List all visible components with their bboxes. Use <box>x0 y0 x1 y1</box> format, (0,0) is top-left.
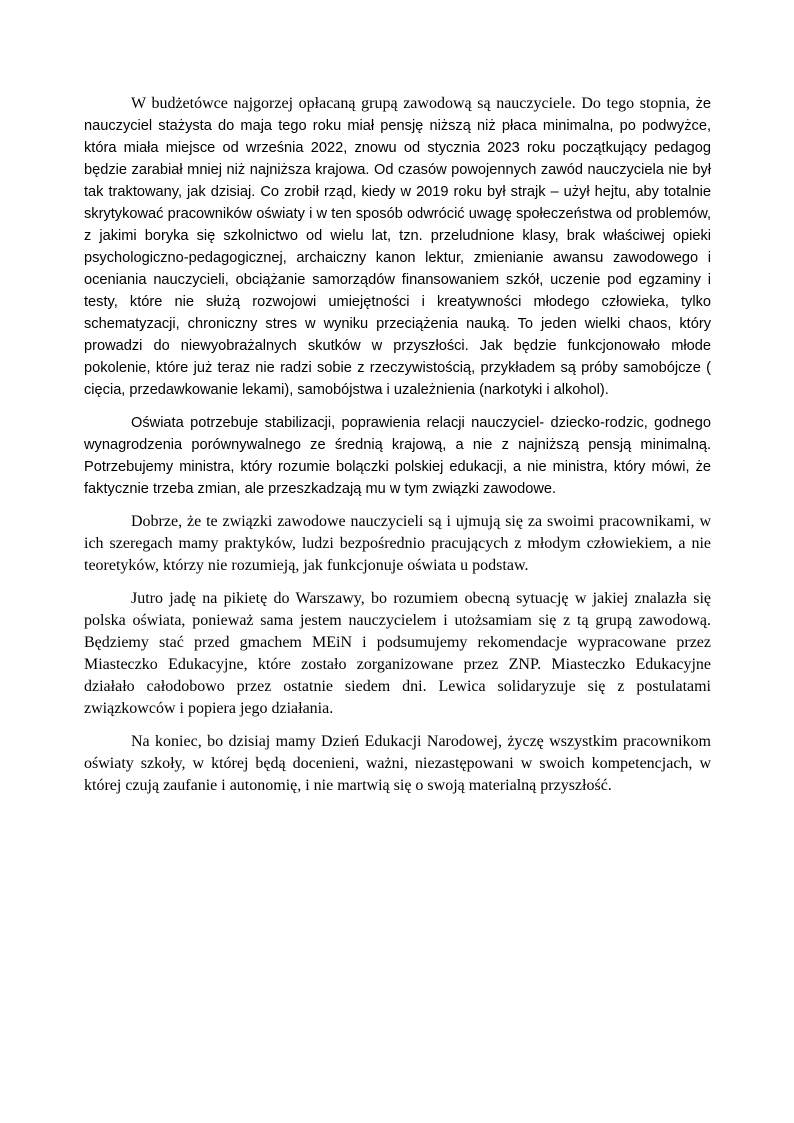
paragraph-2-text: Oświata potrzebuje stabilizacji, poprawienia relacji nauczyciel- dziecko-rodzic, godnego wynagrodzenia porównywalnego ze średnią krajową, a nie z najniższą pensją minimalną. Potrzebujemy ministra, który rozumie bolączki polskiej edukacji, a nie ministra, który mówi, że faktycznie trzeba zmian, ale przeszkadzają mu w tym związki zawodowe. <box>84 415 711 497</box>
paragraph-1-sans-segment: że nauczyciel stażysta do maja tego roku miał pensję niższą niż płaca minimalna, po podwyżce, która miała miejsce od września 2022, znowu od stycznia 2023 roku początkujący pedagog będzie zarabiał mniej niż najniższa krajowa. Od czasów powojennych zawód nauczyciela nie był tak traktowany, jak dzisiaj. Co zrobił rząd, kiedy w 2019 roku był strajk – użył hejtu, aby totalnie skrytykować pracowników oświaty i w ten sposób odwrócić uwagę społeczeństwa od problemów, z jakimi boryka się szkolnictwo od wielu lat, tzn. przeludnione klasy, brak właściwej opieki psychologiczno-pedagogicznej, archaiczny kanon lektur, zmienianie awansu zawodowego i oceniania nauczycieli, obciążanie samorządów finansowaniem szkół, uczenie pod egzaminy i testy, które nie służą rozwojowi umiejętności i kreatywności młodego człowieka, tylko schematyzacji, chroniczny stres w wyniku przeciążenia nauką. To jeden wielki chaos, który prowadzi do niewyobrażalnych skutków w przyszłości. Jak będzie funkcjonowało młode pokolenie, które już teraz nie radzi sobie z rzeczywistością, przykładem są próby samobójcze ( cięcia, przedawkowanie lekami), samobójstwa i uzależnienia (narkotyki i alkohol). <box>84 96 711 398</box>
paragraph-4-text: Jutro jadę na pikietę do Warszawy, bo rozumiem obecną sytuację w jakiej znalazła się polska oświata, ponieważ sama jestem nauczycielem i utożsamiam się z tą grupą zawodową. Będziemy stać przed gmachem MEiN i podsumujemy rekomendacje wypracowane przez Miasteczko Edukacyjne, które zostało zorganizowane przez ZNP. Miasteczko Edukacyjne działało całodobowo przez ostatnie siedem dni. Lewica solidaryzuje się z postulatami związkowców i popiera jego działania. <box>84 590 711 717</box>
paragraph-2 <box>84 412 711 500</box>
paragraph-5 <box>84 731 711 797</box>
paragraph-3 <box>84 511 711 577</box>
paragraph-4 <box>84 588 711 720</box>
paragraph-5-text: Na koniec, bo dzisiaj mamy Dzień Edukacji Narodowej, życzę wszystkim pracownikom oświaty szkoły, w której będą docenieni, ważni, niezastępowani w swoich kompetencjach, w której czują zaufanie i autonomię, i nie martwią się o swoją materialną przyszłość. <box>84 733 711 794</box>
paragraph-1 <box>84 93 711 401</box>
paragraph-3-text: Dobrze, że te związki zawodowe nauczycieli są i ujmują się za swoimi pracownikami, w ich szeregach mamy praktyków, ludzi bezpośrednio pracujących z młodym człowiekiem, a nie teoretyków, którzy nie rozumieją, jak funkcjonuje oświata u podstaw. <box>84 513 711 574</box>
paragraph-1-serif-segment: W budżetówce najgorzej opłacaną grupą zawodową są nauczyciele. Do tego stopnia, <box>131 95 696 112</box>
